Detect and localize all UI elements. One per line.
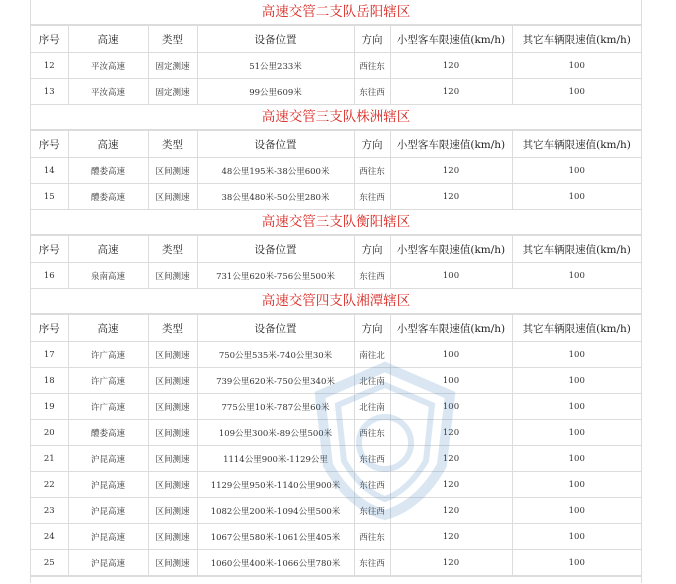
cell-location: 750公里535米-740公里30米 [197, 342, 354, 368]
column-header-small-limit: 小型客车限速值(km/h) [390, 26, 512, 53]
column-header-highway: 高速 [68, 131, 148, 158]
cell-other: 100 [512, 184, 641, 210]
cell-no: 23 [31, 498, 68, 524]
cell-no: 14 [31, 158, 68, 184]
cell-type: 区间测速 [148, 184, 197, 210]
cell-location: 99公里609米 [197, 79, 354, 105]
table-header-row [31, 236, 641, 263]
column-header-small-limit: 小型客车限速值(km/h) [390, 131, 512, 158]
cell-small: 100 [390, 263, 512, 289]
cell-type: 区间测速 [148, 472, 197, 498]
cell-direction: 东往西 [354, 472, 390, 498]
cell-highway: 泉南高速 [68, 263, 148, 289]
table-header-row [31, 131, 641, 158]
column-header-no: 序号 [31, 26, 68, 53]
cell-location: 1060公里400米-1066公里780米 [197, 550, 354, 576]
cell-no: 20 [31, 420, 68, 446]
speed-limit-table [31, 235, 641, 289]
column-header-location: 设备位置 [197, 236, 354, 263]
cell-direction: 北往南 [354, 394, 390, 420]
cell-highway: 平汝高速 [68, 79, 148, 105]
cell-small: 120 [390, 446, 512, 472]
column-header-location: 设备位置 [197, 315, 354, 342]
cell-type: 区间测速 [148, 394, 197, 420]
cell-other: 100 [512, 368, 641, 394]
cell-highway: 许广高速 [68, 394, 148, 420]
column-header-type: 类型 [148, 315, 197, 342]
column-header-highway: 高速 [68, 315, 148, 342]
cell-direction: 东往西 [354, 550, 390, 576]
cell-no: 13 [31, 79, 68, 105]
column-header-small-limit: 小型客车限速值(km/h) [390, 236, 512, 263]
cell-direction: 西往东 [354, 420, 390, 446]
cell-small: 120 [390, 550, 512, 576]
cell-small: 100 [390, 394, 512, 420]
cell-small: 120 [390, 472, 512, 498]
section-title: 高速交管四支队湘潭辖区 [31, 289, 641, 314]
cell-type: 区间测速 [148, 158, 197, 184]
section-title: 高速交管三支队衡阳辖区 [31, 210, 641, 235]
cell-highway: 醴娄高速 [68, 184, 148, 210]
cell-small: 100 [390, 368, 512, 394]
cell-type: 区间测速 [148, 550, 197, 576]
cell-other: 100 [512, 472, 641, 498]
table-row [31, 53, 641, 79]
cell-type: 区间测速 [148, 498, 197, 524]
cell-small: 120 [390, 420, 512, 446]
speed-camera-document [30, 0, 642, 583]
table-row [31, 394, 641, 420]
cell-direction: 北往南 [354, 368, 390, 394]
table-row [31, 498, 641, 524]
table-row [31, 158, 641, 184]
cell-direction: 东往西 [354, 79, 390, 105]
cell-highway: 醴娄高速 [68, 420, 148, 446]
cell-other: 100 [512, 394, 641, 420]
column-header-type: 类型 [148, 131, 197, 158]
cell-other: 100 [512, 498, 641, 524]
cell-other: 100 [512, 79, 641, 105]
cell-type: 区间测速 [148, 524, 197, 550]
table-row [31, 342, 641, 368]
cell-highway: 许广高速 [68, 342, 148, 368]
cell-other: 100 [512, 158, 641, 184]
column-header-other-limit: 其它车辆限速值(km/h) [512, 236, 641, 263]
table-row [31, 472, 641, 498]
cell-no: 22 [31, 472, 68, 498]
cell-no: 17 [31, 342, 68, 368]
cell-other: 100 [512, 263, 641, 289]
table-bottom-border [31, 576, 641, 583]
speed-limit-table [31, 314, 641, 576]
column-header-small-limit: 小型客车限速值(km/h) [390, 315, 512, 342]
cell-other: 100 [512, 342, 641, 368]
cell-direction: 东往西 [354, 184, 390, 210]
column-header-direction: 方向 [354, 315, 390, 342]
column-header-location: 设备位置 [197, 131, 354, 158]
column-header-direction: 方向 [354, 131, 390, 158]
speed-limit-table [31, 130, 641, 210]
cell-highway: 沪昆高速 [68, 472, 148, 498]
column-header-other-limit: 其它车辆限速值(km/h) [512, 131, 641, 158]
cell-highway: 沪昆高速 [68, 550, 148, 576]
cell-highway: 沪昆高速 [68, 498, 148, 524]
cell-small: 120 [390, 79, 512, 105]
cell-location: 1082公里200米-1094公里500米 [197, 498, 354, 524]
cell-small: 100 [390, 342, 512, 368]
column-header-no: 序号 [31, 131, 68, 158]
column-header-type: 类型 [148, 236, 197, 263]
cell-other: 100 [512, 446, 641, 472]
column-header-other-limit: 其它车辆限速值(km/h) [512, 26, 641, 53]
column-header-no: 序号 [31, 236, 68, 263]
cell-location: 48公里195米-38公里600米 [197, 158, 354, 184]
cell-other: 100 [512, 53, 641, 79]
cell-highway: 许广高速 [68, 368, 148, 394]
table-row [31, 79, 641, 105]
cell-no: 19 [31, 394, 68, 420]
cell-location: 51公里233米 [197, 53, 354, 79]
table-row [31, 524, 641, 550]
speed-limit-table [31, 25, 641, 105]
cell-type: 区间测速 [148, 446, 197, 472]
cell-type: 固定测速 [148, 79, 197, 105]
column-header-highway: 高速 [68, 236, 148, 263]
column-header-direction: 方向 [354, 236, 390, 263]
cell-type: 区间测速 [148, 420, 197, 446]
cell-location: 109公里300米-89公里500米 [197, 420, 354, 446]
cell-type: 固定测速 [148, 53, 197, 79]
cell-location: 775公里10米-787公里60米 [197, 394, 354, 420]
table-header-row [31, 315, 641, 342]
table-row [31, 550, 641, 576]
cell-location: 38公里480米-50公里280米 [197, 184, 354, 210]
cell-no: 21 [31, 446, 68, 472]
cell-direction: 西往东 [354, 158, 390, 184]
table-header-row [31, 26, 641, 53]
section-title: 高速交管二支队岳阳辖区 [31, 0, 641, 25]
cell-highway: 醴娄高速 [68, 158, 148, 184]
cell-other: 100 [512, 524, 641, 550]
cell-type: 区间测速 [148, 368, 197, 394]
cell-highway: 沪昆高速 [68, 446, 148, 472]
cell-location: 1129公里950米-1140公里900米 [197, 472, 354, 498]
cell-no: 12 [31, 53, 68, 79]
cell-no: 24 [31, 524, 68, 550]
column-header-type: 类型 [148, 26, 197, 53]
cell-small: 120 [390, 498, 512, 524]
table-row [31, 368, 641, 394]
cell-location: 1067公里580米-1061公里405米 [197, 524, 354, 550]
cell-small: 120 [390, 158, 512, 184]
table-row [31, 263, 641, 289]
cell-small: 120 [390, 524, 512, 550]
cell-small: 120 [390, 53, 512, 79]
column-header-location: 设备位置 [197, 26, 354, 53]
cell-highway: 沪昆高速 [68, 524, 148, 550]
column-header-no: 序号 [31, 315, 68, 342]
cell-no: 16 [31, 263, 68, 289]
cell-no: 18 [31, 368, 68, 394]
cell-no: 15 [31, 184, 68, 210]
cell-location: 731公里620米-756公里500米 [197, 263, 354, 289]
cell-type: 区间测速 [148, 342, 197, 368]
cell-no: 25 [31, 550, 68, 576]
cell-small: 120 [390, 184, 512, 210]
cell-direction: 西往东 [354, 524, 390, 550]
table-row [31, 420, 641, 446]
cell-other: 100 [512, 550, 641, 576]
cell-location: 1114公里900米-1129公里 [197, 446, 354, 472]
cell-other: 100 [512, 420, 641, 446]
cell-type: 区间测速 [148, 263, 197, 289]
cell-direction: 东往西 [354, 446, 390, 472]
cell-highway: 平汝高速 [68, 53, 148, 79]
column-header-other-limit: 其它车辆限速值(km/h) [512, 315, 641, 342]
cell-direction: 东往西 [354, 263, 390, 289]
cell-direction: 南往北 [354, 342, 390, 368]
table-row [31, 446, 641, 472]
column-header-direction: 方向 [354, 26, 390, 53]
cell-direction: 东往西 [354, 498, 390, 524]
column-header-highway: 高速 [68, 26, 148, 53]
table-row [31, 184, 641, 210]
section-title: 高速交管三支队株洲辖区 [31, 105, 641, 130]
cell-direction: 西往东 [354, 53, 390, 79]
cell-location: 739公里620米-750公里340米 [197, 368, 354, 394]
